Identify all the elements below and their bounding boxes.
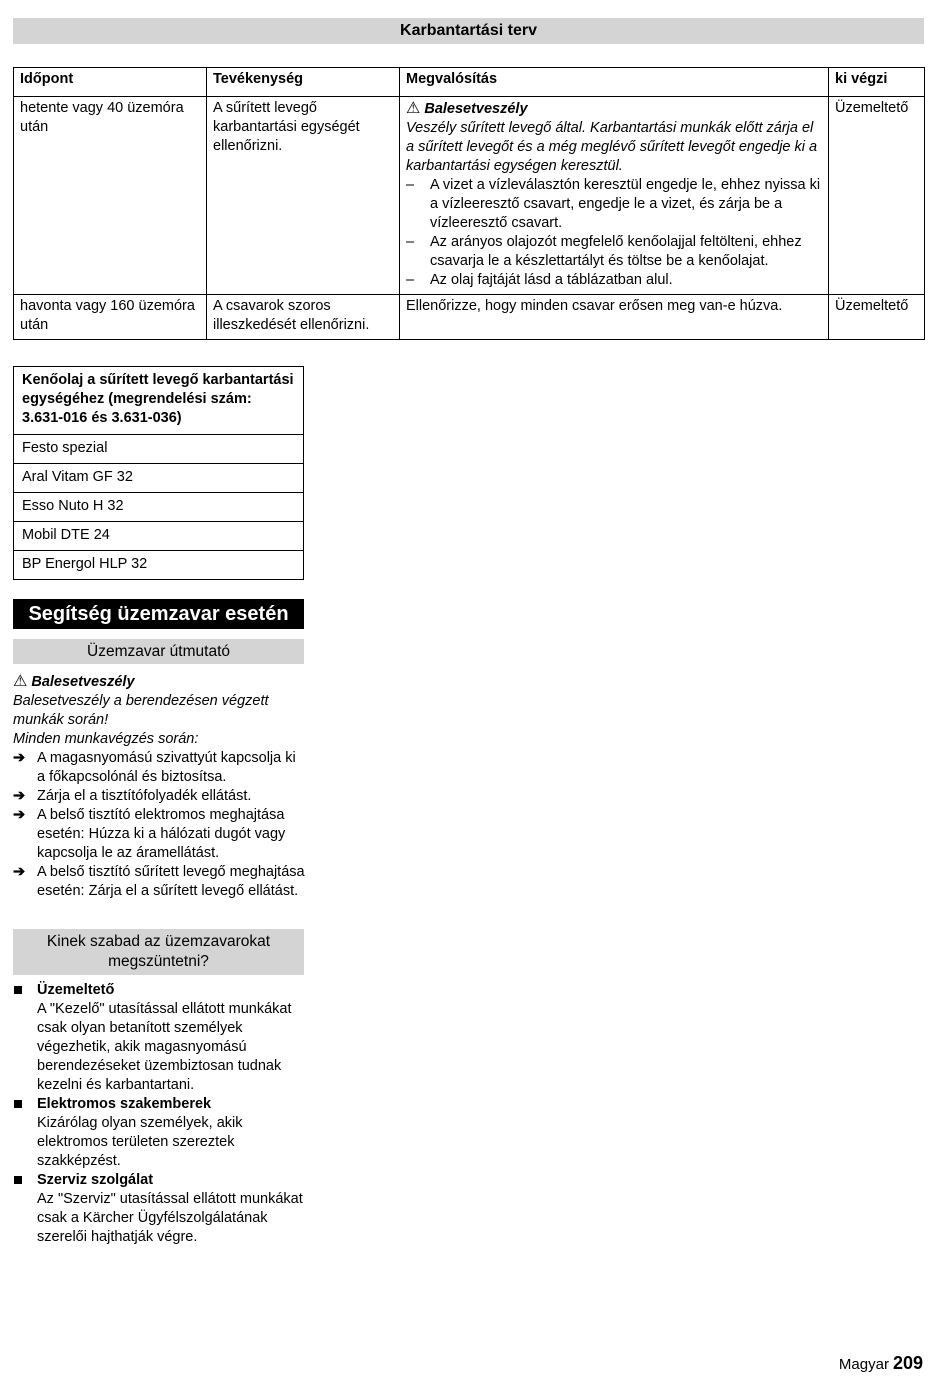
warning-heading — [13, 672, 305, 692]
list-item: – Az arányos olajozót megfelelő kenőolajjal feltölteni, ehhez csavarja le a készlettartályt és töltse be a kenőolajat. — [406, 234, 802, 269]
lubricant-item: BP Energol HLP 32 — [14, 551, 304, 580]
lubricant-item: Esso Nuto H 32 — [14, 493, 304, 522]
section-title: Segítség üzemzavar esetén — [13, 599, 304, 629]
column-header-performer: ki végzi — [829, 68, 925, 97]
warning-text: Balesetveszély a berendezésen végzett munkák során! — [13, 693, 269, 728]
row-execution: Ellenőrizze, hogy minden csavar erősen meg van-e húzva. — [400, 295, 829, 340]
list-item: – A vizet a vízleválasztón keresztül engedje le, ehhez nyissa ki a vízleeresztő csavart, engedje le a vizet, és zárja be a vízleeresztő csavart. — [406, 177, 821, 231]
list-item: ➔ Zárja el a tisztítófolyadék ellátást. — [13, 788, 252, 804]
who-text: Az "Szerviz" utasítással ellátott munkákat csak a Kärcher Ügyfélszolgálatának szerelői hajthatják végre. — [37, 1191, 303, 1245]
guide-subtitle: Üzemzavar útmutató — [13, 639, 304, 664]
list-item — [13, 981, 305, 1095]
row-time: havonta vagy 160 üzemóra után — [14, 295, 207, 340]
who-subtitle: Kinek szabad az üzemzavarokat megszüntetni? — [13, 929, 304, 975]
table-row — [14, 295, 925, 340]
arrow-right-icon: ➔ — [13, 864, 26, 880]
who-text: A "Kezelő" utasítással ellátott munkákat csak olyan betanított személyek végezhetik, akik magasnyomású berendezéseket üzembiztosan tudnak kezelni és karbantartani. — [37, 1001, 292, 1093]
step-list — [13, 749, 305, 901]
warning-subtext: Minden munkavégzés során: — [13, 731, 199, 747]
row-activity: A sűrített levegő karbantartási egységét ellenőrizni. — [207, 97, 400, 295]
arrow-right-icon: ➔ — [13, 750, 26, 766]
who-title: Szerviz szolgálat — [37, 1172, 154, 1188]
list-item: ➔ A belső tisztító sűrített levegő meghajtása esetén: Zárja el a sűrített levegő ellátást. — [13, 864, 305, 899]
page-footer — [839, 1354, 923, 1374]
row-execution — [400, 97, 829, 295]
who-list — [13, 981, 305, 1247]
lubricant-table-header: Kenőolaj a sűrített levegő karbantartási egységéhez (megrendelési szám: 3.631-016 és 3.631-036) — [14, 367, 304, 435]
column-header-execution: Megvalósítás — [400, 68, 829, 97]
table-row — [14, 97, 925, 295]
warning-triangle-icon: ⚠ — [13, 673, 28, 690]
warning-heading — [406, 99, 822, 119]
row-activity: A csavarok szoros illeszkedését ellenőrizni. — [207, 295, 400, 340]
step-list — [406, 176, 822, 290]
arrow-right-icon: ➔ — [13, 788, 26, 804]
lubricant-item: Mobil DTE 24 — [14, 522, 304, 551]
list-item: ➔ A magasnyomású szivattyút kapcsolja ki a főkapcsolónál és biztosítsa. — [13, 750, 296, 785]
footer-language: Magyar — [838, 1356, 889, 1373]
list-item — [13, 1171, 305, 1247]
who-title: Üzemeltető — [37, 982, 115, 998]
row-performer: Üzemeltető — [829, 295, 925, 340]
warning-title: Balesetveszély — [424, 101, 528, 117]
warning-text: Veszély sűrített levegő által. Karbantartási munkák előtt zárja el a sűrített levegőt és a még meglévő sűrített levegőt engedje ki a karbantartási egységen keresztül. — [406, 120, 818, 174]
column-header-time: Időpont — [14, 68, 207, 97]
maintenance-plan-title: Karbantartási terv — [13, 18, 924, 44]
square-bullet-icon — [14, 986, 22, 994]
maintenance-table — [13, 67, 925, 340]
list-item — [13, 1095, 305, 1171]
arrow-right-icon: ➔ — [13, 807, 26, 823]
warning-title: Balesetveszély — [31, 674, 135, 690]
who-text: Kizárólag olyan személyek, akik elektromos területen szereztek szakképzést. — [37, 1115, 243, 1169]
page-number: 209 — [892, 1353, 923, 1373]
list-item: ➔ A belső tisztító elektromos meghajtása esetén: Húzza ki a hálózati dugót vagy kapcsolja le az áramellátást. — [13, 807, 286, 861]
square-bullet-icon — [14, 1176, 22, 1184]
warning-block — [13, 672, 305, 901]
warning-triangle-icon: ⚠ — [406, 100, 421, 117]
column-header-activity: Tevékenység — [207, 68, 400, 97]
list-item: – Az olaj fajtáját lásd a táblázatban alul. — [406, 272, 673, 288]
lubricant-table — [13, 366, 304, 580]
table-header-row — [14, 68, 925, 97]
square-bullet-icon — [14, 1100, 22, 1108]
lubricant-item: Festo spezial — [14, 435, 304, 464]
row-time: hetente vagy 40 üzemóra után — [14, 97, 207, 295]
lubricant-item: Aral Vitam GF 32 — [14, 464, 304, 493]
who-title: Elektromos szakemberek — [37, 1096, 212, 1112]
row-performer: Üzemeltető — [829, 97, 925, 295]
